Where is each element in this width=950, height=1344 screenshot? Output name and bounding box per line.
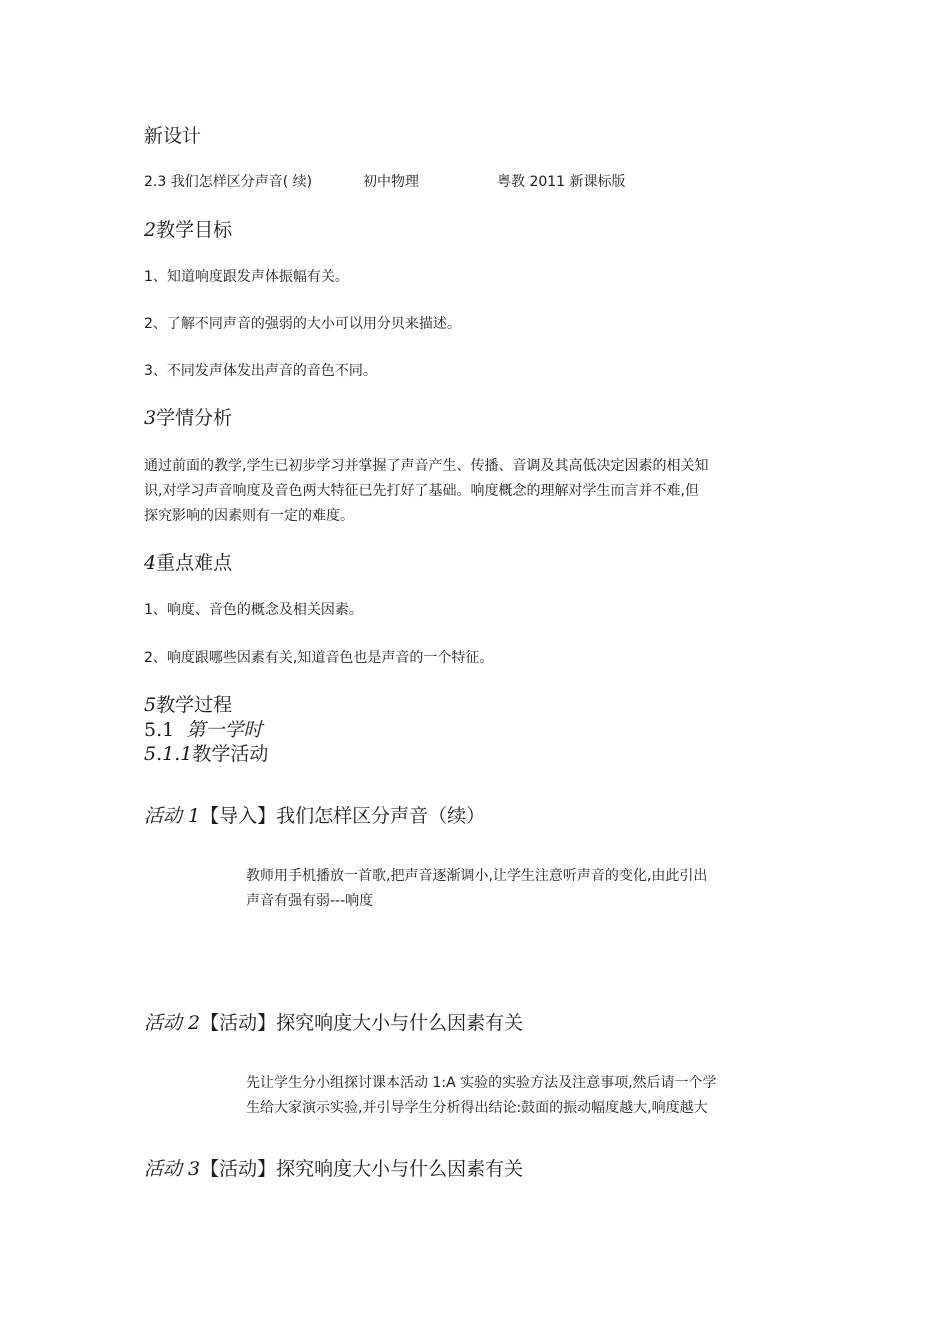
section-heading-analysis — [144, 409, 232, 428]
section-label: 重点难点 — [156, 552, 233, 574]
activity-title: 探究响度大小与什么因素有关 — [276, 1012, 524, 1034]
activity-text-line: 生给大家演示实验,并引导学生分析得出结论:鼓面的振动幅度越大,响度越大 — [246, 1100, 708, 1116]
activity-tag: 【活动】 — [200, 1158, 277, 1180]
activity-heading — [144, 807, 485, 826]
activity-heading — [144, 1014, 523, 1033]
subsubsection-number: 5.1.1 — [144, 743, 193, 765]
activity-title: 我们怎样区分声音（续） — [276, 805, 486, 827]
subsection-number: 5.1 — [144, 719, 175, 741]
section-number: 3 — [144, 407, 157, 429]
analysis-line: 识,对学习声音响度及音色两大特征已先打好了基础。响度概念的理解对学生而言并不难,但 — [144, 483, 699, 499]
section-number: 5 — [144, 694, 157, 716]
subsubsection-heading — [144, 745, 268, 764]
keypoint-item: 2、响度跟哪些因素有关,知道音色也是声音的一个特征。 — [144, 650, 494, 666]
activity-text-line: 先让学生分小组探讨课本活动 1:A 实验的实验方法及注意事项,然后请一个学 — [246, 1075, 717, 1091]
subsection-label: 第一学时 — [186, 719, 263, 741]
section-heading-objectives — [144, 221, 232, 240]
section-label: 教学目标 — [156, 219, 233, 241]
activity-heading — [144, 1160, 523, 1179]
section-number: 4 — [144, 552, 157, 574]
section-label: 教学过程 — [156, 694, 233, 716]
activity-tag: 【活动】 — [200, 1012, 277, 1034]
activity-prefix: 活动 2 — [144, 1012, 201, 1034]
objective-item: 2、了解不同声音的强弱的大小可以用分贝来描述。 — [144, 316, 461, 332]
section-heading-process — [144, 696, 232, 715]
activity-prefix: 活动 1 — [144, 805, 201, 827]
subject-name: 初中物理 — [363, 174, 419, 190]
section-number: 2 — [144, 219, 157, 241]
subsubsection-label: 教学活动 — [192, 743, 269, 765]
section-heading-keypoints — [144, 554, 232, 573]
objective-item: 3、不同发声体发出声音的音色不同。 — [144, 363, 377, 379]
section-label: 学情分析 — [156, 407, 233, 429]
edition-name: 粤教 2011 新课标版 — [497, 174, 626, 190]
subsection-heading — [144, 721, 262, 740]
activity-tag: 【导入】 — [200, 805, 277, 827]
lesson-name: 2.3 我们怎样区分声音( 续) — [144, 174, 313, 190]
analysis-line: 探究影响的因素则有一定的难度。 — [144, 508, 354, 524]
analysis-line: 通过前面的教学,学生已初步学习并掌握了声音产生、传播、音调及其高低决定因素的相关知 — [144, 458, 709, 474]
activity-text-line: 声音有强有弱---响度 — [246, 893, 374, 909]
activity-prefix: 活动 3 — [144, 1158, 201, 1180]
document-title: 新设计 — [144, 125, 202, 147]
keypoint-item: 1、响度、音色的概念及相关因素。 — [144, 602, 363, 618]
objective-item: 1、知道响度跟发声体振幅有关。 — [144, 269, 349, 285]
activity-text-line: 教师用手机播放一首歌,把声音逐渐调小,让学生注意听声音的变化,由此引出 — [246, 868, 708, 884]
activity-title: 探究响度大小与什么因素有关 — [276, 1158, 524, 1180]
